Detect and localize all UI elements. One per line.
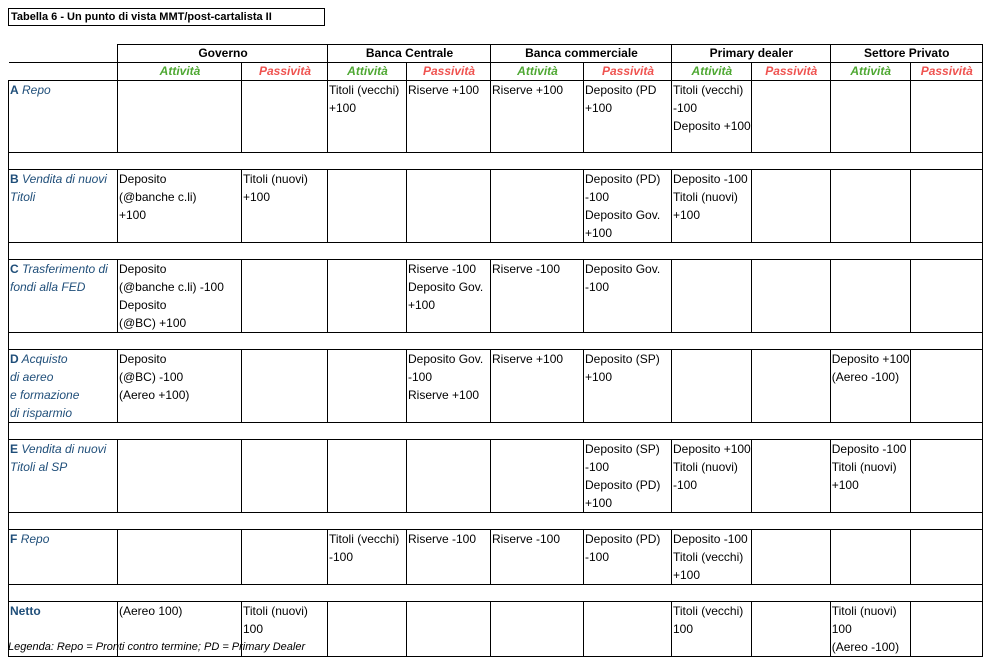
table-cell xyxy=(830,602,910,657)
row-label-line: Vendita di nuovi xyxy=(22,172,107,186)
spacer-row xyxy=(9,513,983,530)
table-cell xyxy=(672,350,752,423)
table-cell xyxy=(584,170,672,243)
spacer-cell xyxy=(9,153,983,170)
table-cell xyxy=(118,81,242,153)
cell-text: Riserve +100 xyxy=(492,352,564,366)
table-cell xyxy=(407,81,491,153)
table-cell xyxy=(584,530,672,585)
row-label-line: Vendita di nuovi xyxy=(21,442,107,456)
group-header: Governo xyxy=(118,45,328,63)
row-label-line: di risparmio xyxy=(10,406,73,420)
table-cell xyxy=(491,602,584,657)
table-cell xyxy=(672,530,752,585)
table-cell xyxy=(910,440,982,513)
table-cell xyxy=(242,81,328,153)
sub-header-passivita: Passività xyxy=(584,63,672,81)
table-cell xyxy=(491,81,584,153)
row-label-line: Repo xyxy=(20,532,50,546)
cell-text: Titoli (nuovi) +100 xyxy=(243,172,308,204)
table-cell xyxy=(118,170,242,243)
cell-text: Deposito (@banche c.li) +100 xyxy=(119,172,197,222)
table-cell xyxy=(407,170,491,243)
spacer-cell xyxy=(9,243,983,260)
table-cell xyxy=(672,440,752,513)
group-header: Banca commerciale xyxy=(491,45,672,63)
row-label-line: fondi alla FED xyxy=(10,280,86,294)
table-cell xyxy=(242,530,328,585)
table-row xyxy=(9,530,983,585)
table-cell xyxy=(328,602,407,657)
table-cell xyxy=(830,440,910,513)
table-cell xyxy=(910,602,982,657)
cell-text: Riserve +100 xyxy=(408,83,480,97)
cell-text: Riserve +100 xyxy=(492,83,564,97)
table-cell xyxy=(242,170,328,243)
cell-text: Deposito -100 Titoli (nuovi) +100 xyxy=(831,442,907,492)
row-letter: B xyxy=(10,172,19,186)
cell-text: Riserve -100 xyxy=(408,532,477,546)
row-label-line: Acquisto xyxy=(21,352,68,366)
table-cell xyxy=(830,260,910,333)
table-cell xyxy=(910,260,982,333)
cell-text: Deposito (SP) +100 xyxy=(585,352,660,384)
spacer-row xyxy=(9,153,983,170)
spacer-row xyxy=(9,243,983,260)
table-cell xyxy=(491,170,584,243)
row-label xyxy=(9,530,118,585)
table-cell xyxy=(910,170,982,243)
table-cell xyxy=(491,260,584,333)
cell-text: Riserve -100 xyxy=(492,532,561,546)
table-cell xyxy=(118,260,242,333)
row-label-line: Titoli xyxy=(10,190,36,204)
table-cell xyxy=(328,260,407,333)
table-cell xyxy=(584,260,672,333)
table-cell xyxy=(751,350,830,423)
group-header: Primary dealer xyxy=(672,45,831,63)
table-cell xyxy=(830,350,910,423)
table-row xyxy=(9,170,983,243)
table-cell xyxy=(328,350,407,423)
table-cell xyxy=(830,81,910,153)
table-cell xyxy=(328,440,407,513)
table-cell xyxy=(407,602,491,657)
cell-text: Deposito (@banche c.li) -100 Deposito (@BC) +100 xyxy=(119,262,224,330)
cell-text: Deposito (@BC) -100 (Aereo +100) xyxy=(119,352,190,402)
table-cell xyxy=(242,440,328,513)
table-cell xyxy=(328,170,407,243)
legend: Legenda: Repo = Pronti contro termine; PD = Primary Dealer xyxy=(8,641,306,653)
table-cell xyxy=(910,530,982,585)
table-cell xyxy=(328,81,407,153)
cell-text: Titoli (vecchi) 100 xyxy=(673,604,744,636)
table-cell xyxy=(751,170,830,243)
cell-text: Titoli (vecchi) -100 Deposito +100 xyxy=(673,83,751,133)
row-letter: C xyxy=(10,262,19,276)
sub-header-attivita: Attività xyxy=(491,63,584,81)
spacer-cell xyxy=(9,423,983,440)
sub-header-attivita: Attività xyxy=(328,63,407,81)
spacer-cell xyxy=(9,513,983,530)
table-cell xyxy=(672,260,752,333)
table-cell xyxy=(328,530,407,585)
group-header: Banca Centrale xyxy=(328,45,491,63)
row-label xyxy=(9,260,118,333)
cell-text: Deposito (PD) -100 xyxy=(585,532,661,564)
table-cell xyxy=(910,350,982,423)
table-row xyxy=(9,440,983,513)
table-cell xyxy=(118,350,242,423)
cell-text: Titoli (nuovi) 100 xyxy=(243,604,308,636)
header-corner-sub xyxy=(9,63,118,81)
cell-text: Deposito Gov. -100 xyxy=(585,262,661,294)
row-label-line: Trasferimento di xyxy=(22,262,108,276)
spacer-row xyxy=(9,423,983,440)
table-cell xyxy=(910,81,982,153)
row-letter: E xyxy=(10,442,19,456)
table-row xyxy=(9,350,983,423)
cell-text: Riserve -100 Deposito Gov. +100 xyxy=(408,262,484,312)
netto-label: Netto xyxy=(9,602,118,657)
table-row xyxy=(9,260,983,333)
spacer-row xyxy=(9,333,983,350)
table-cell xyxy=(751,530,830,585)
table-cell xyxy=(751,440,830,513)
table-cell xyxy=(242,260,328,333)
spacer-cell xyxy=(9,585,983,602)
cell-text: (Aereo 100) xyxy=(119,604,183,618)
spacer-cell xyxy=(9,333,983,350)
cell-text: Deposito +100 Titoli (nuovi) -100 xyxy=(673,442,751,492)
sub-header-passivita: Passività xyxy=(751,63,830,81)
sub-header-passivita: Passività xyxy=(910,63,982,81)
balance-sheet-table xyxy=(8,44,983,657)
table-cell xyxy=(584,81,672,153)
sub-header-attivita: Attività xyxy=(830,63,910,81)
row-label-line: Titoli al SP xyxy=(10,460,68,474)
row-letter: F xyxy=(10,532,18,546)
row-label xyxy=(9,440,118,513)
table-cell xyxy=(407,350,491,423)
table-cell xyxy=(584,602,672,657)
row-letter: D xyxy=(10,352,19,366)
sub-header-passivita: Passività xyxy=(242,63,328,81)
row-label xyxy=(9,170,118,243)
row-label-line: Repo xyxy=(22,83,51,97)
row-letter: A xyxy=(10,83,19,97)
table-cell xyxy=(672,602,752,657)
table-cell xyxy=(407,440,491,513)
sub-header-passivita: Passività xyxy=(407,63,491,81)
table-cell xyxy=(830,170,910,243)
group-header: Settore Privato xyxy=(830,45,982,63)
sub-header-attivita: Attività xyxy=(672,63,752,81)
sub-header-attivita: Attività xyxy=(118,63,242,81)
table-cell xyxy=(491,440,584,513)
row-label xyxy=(9,81,118,153)
table-cell xyxy=(672,170,752,243)
cell-text: Deposito -100 Titoli (vecchi) +100 xyxy=(673,532,748,582)
table-cell xyxy=(830,530,910,585)
table-cell xyxy=(407,530,491,585)
cell-text: Deposito +100 (Aereo -100) xyxy=(831,352,910,384)
table-cell xyxy=(751,81,830,153)
cell-text: Riserve -100 xyxy=(492,262,561,276)
table-cell xyxy=(118,530,242,585)
table-cell xyxy=(242,350,328,423)
header-corner xyxy=(9,45,118,63)
table-cell xyxy=(584,350,672,423)
cell-text: Titoli (nuovi) 100 (Aereo -100) xyxy=(831,604,900,654)
row-label-line: e formazione xyxy=(10,388,80,402)
cell-text: Deposito Gov. -100 Riserve +100 xyxy=(408,352,484,402)
cell-text: Deposito -100 Titoli (nuovi) +100 xyxy=(673,172,748,222)
table-cell xyxy=(751,602,830,657)
cell-text: Deposito (PD) -100 Deposito Gov. +100 xyxy=(585,172,661,240)
table-cell xyxy=(407,260,491,333)
table-cell xyxy=(118,440,242,513)
cell-text: Deposito (SP) -100 Deposito (PD) +100 xyxy=(585,442,661,510)
cell-text: Deposito (PD +100 xyxy=(585,83,657,115)
cell-text: Titoli (vecchi) +100 xyxy=(329,83,400,115)
table-cell xyxy=(491,530,584,585)
row-label xyxy=(9,350,118,423)
table-row xyxy=(9,81,983,153)
table-cell xyxy=(584,440,672,513)
cell-text: Titoli (vecchi) -100 xyxy=(329,532,400,564)
row-label-line: di aereo xyxy=(10,370,54,384)
spacer-row xyxy=(9,585,983,602)
table-cell xyxy=(672,81,752,153)
table-cell xyxy=(751,260,830,333)
table-cell xyxy=(491,350,584,423)
table-title: Tabella 6 - Un punto di vista MMT/post-cartalista II xyxy=(8,8,325,26)
